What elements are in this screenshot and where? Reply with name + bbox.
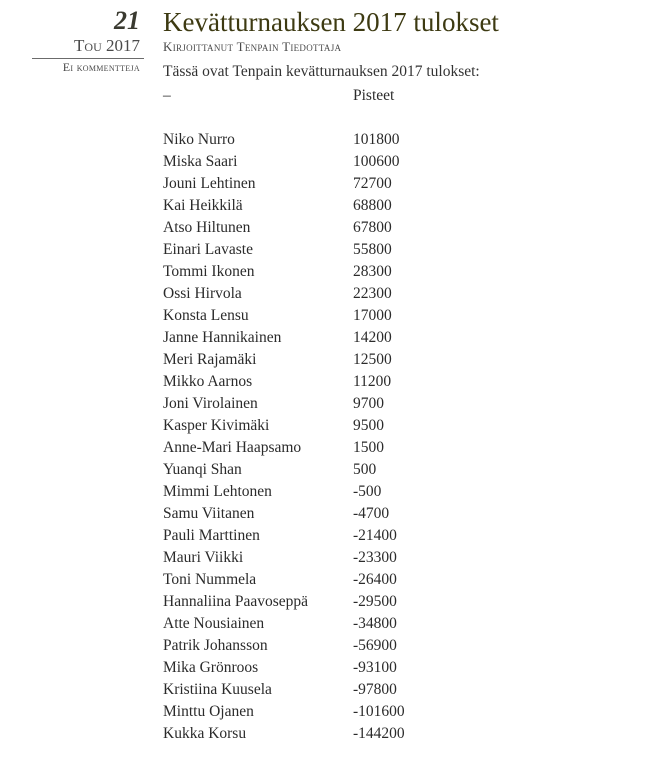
table-row [163, 307, 405, 329]
player-points: 22300 [353, 285, 392, 302]
player-points: 17000 [353, 307, 392, 324]
table-row [163, 659, 405, 681]
player-name: Minttu Ojanen [163, 703, 254, 720]
player-points: 1500 [353, 439, 384, 456]
player-name: Samu Viitanen [163, 505, 255, 522]
player-points: 14200 [353, 329, 392, 346]
table-row [163, 527, 405, 549]
player-points: -34800 [353, 615, 397, 632]
player-points: 72700 [353, 175, 392, 192]
player-points: 67800 [353, 219, 392, 236]
player-name: Kukka Korsu [163, 725, 247, 742]
player-name: Atte Nousiainen [163, 615, 265, 632]
player-points: 101800 [353, 131, 400, 148]
player-name: Jouni Lehtinen [163, 175, 256, 192]
post-date [4, 6, 144, 75]
player-name: Einari Lavaste [163, 241, 253, 258]
player-name: Meri Rajamäki [163, 351, 257, 368]
player-points: 68800 [353, 197, 392, 214]
table-row [163, 219, 405, 241]
results-body [163, 109, 405, 747]
player-points: 500 [353, 461, 377, 478]
table-row [163, 615, 405, 637]
player-name: Janne Hannikainen [163, 329, 282, 346]
table-header-row [163, 87, 405, 109]
player-points: 55800 [353, 241, 392, 258]
table-row [163, 593, 405, 615]
results-table [163, 87, 405, 747]
player-name: Kasper Kivimäki [163, 417, 270, 434]
post-article [163, 6, 653, 747]
player-points: 28300 [353, 263, 392, 280]
player-name: Toni Nummela [163, 571, 257, 588]
table-row [163, 285, 405, 307]
player-points: -4700 [353, 505, 390, 522]
date-day: 21 [114, 6, 140, 35]
table-row [163, 241, 405, 263]
table-row [163, 681, 405, 703]
player-name: Hannaliina Paavoseppä [163, 593, 309, 610]
player-points: -26400 [353, 571, 397, 588]
table-row [163, 175, 405, 197]
player-name: Konsta Lensu [163, 307, 249, 324]
table-row [163, 439, 405, 461]
post-title[interactable]: Kevätturnauksen 2017 tulokset [163, 7, 499, 37]
comments-link[interactable]: Ei kommentteja [62, 60, 140, 74]
player-name: Yuanqi Shan [163, 461, 242, 478]
player-points: -93100 [353, 659, 397, 676]
player-name: Kristiina Kuusela [163, 681, 272, 698]
table-row [163, 505, 405, 527]
player-name: Patrik Johansson [163, 637, 268, 654]
player-points: -101600 [353, 703, 405, 720]
date-month-year: Tou 2017 [32, 36, 144, 59]
player-points: -21400 [353, 527, 397, 544]
player-name: Joni Virolainen [163, 395, 258, 412]
table-row [163, 197, 405, 219]
table-row [163, 549, 405, 571]
table-row [163, 351, 405, 373]
player-name: Mikko Aarnos [163, 373, 253, 390]
player-points: -29500 [353, 593, 397, 610]
table-row [163, 571, 405, 593]
post-author[interactable]: Kirjoittanut Tenpain Tiedottaja [163, 39, 342, 54]
player-points: -97800 [353, 681, 397, 698]
table-row [163, 703, 405, 725]
player-name: Mauri Viikki [163, 549, 244, 566]
table-row [163, 417, 405, 439]
table-row [163, 483, 405, 505]
player-points: -144200 [353, 725, 405, 742]
player-name: Niko Nurro [163, 131, 235, 148]
player-name: Anne-Mari Haapsamo [163, 439, 302, 456]
player-points: 100600 [353, 153, 400, 170]
table-row [163, 263, 405, 285]
player-name: Kai Heikkilä [163, 197, 243, 214]
player-name: Miska Saari [163, 153, 238, 170]
player-points: -56900 [353, 637, 397, 654]
header-points: Pisteet [353, 87, 395, 104]
table-row [163, 153, 405, 175]
post-intro: Tässä ovat Tenpain kevätturnauksen 2017 tulokset: [163, 63, 480, 80]
table-row [163, 637, 405, 659]
player-name: Pauli Marttinen [163, 527, 260, 544]
player-points: 11200 [353, 373, 392, 390]
table-row [163, 373, 405, 395]
table-row [163, 725, 405, 747]
table-row [163, 131, 405, 153]
player-name: Tommi Ikonen [163, 263, 255, 280]
player-name: Atso Hiltunen [163, 219, 251, 236]
player-points: 12500 [353, 351, 392, 368]
table-row [163, 461, 405, 483]
header-spacer [163, 109, 405, 131]
player-points: -500 [353, 483, 382, 500]
player-points: 9700 [353, 395, 384, 412]
player-points: -23300 [353, 549, 397, 566]
table-row [163, 329, 405, 351]
player-name: Mimmi Lehtonen [163, 483, 272, 500]
player-name: Mika Grönroos [163, 659, 259, 676]
table-row [163, 395, 405, 417]
header-name: – [163, 87, 171, 104]
player-name: Ossi Hirvola [163, 285, 242, 302]
player-points: 9500 [353, 417, 384, 434]
